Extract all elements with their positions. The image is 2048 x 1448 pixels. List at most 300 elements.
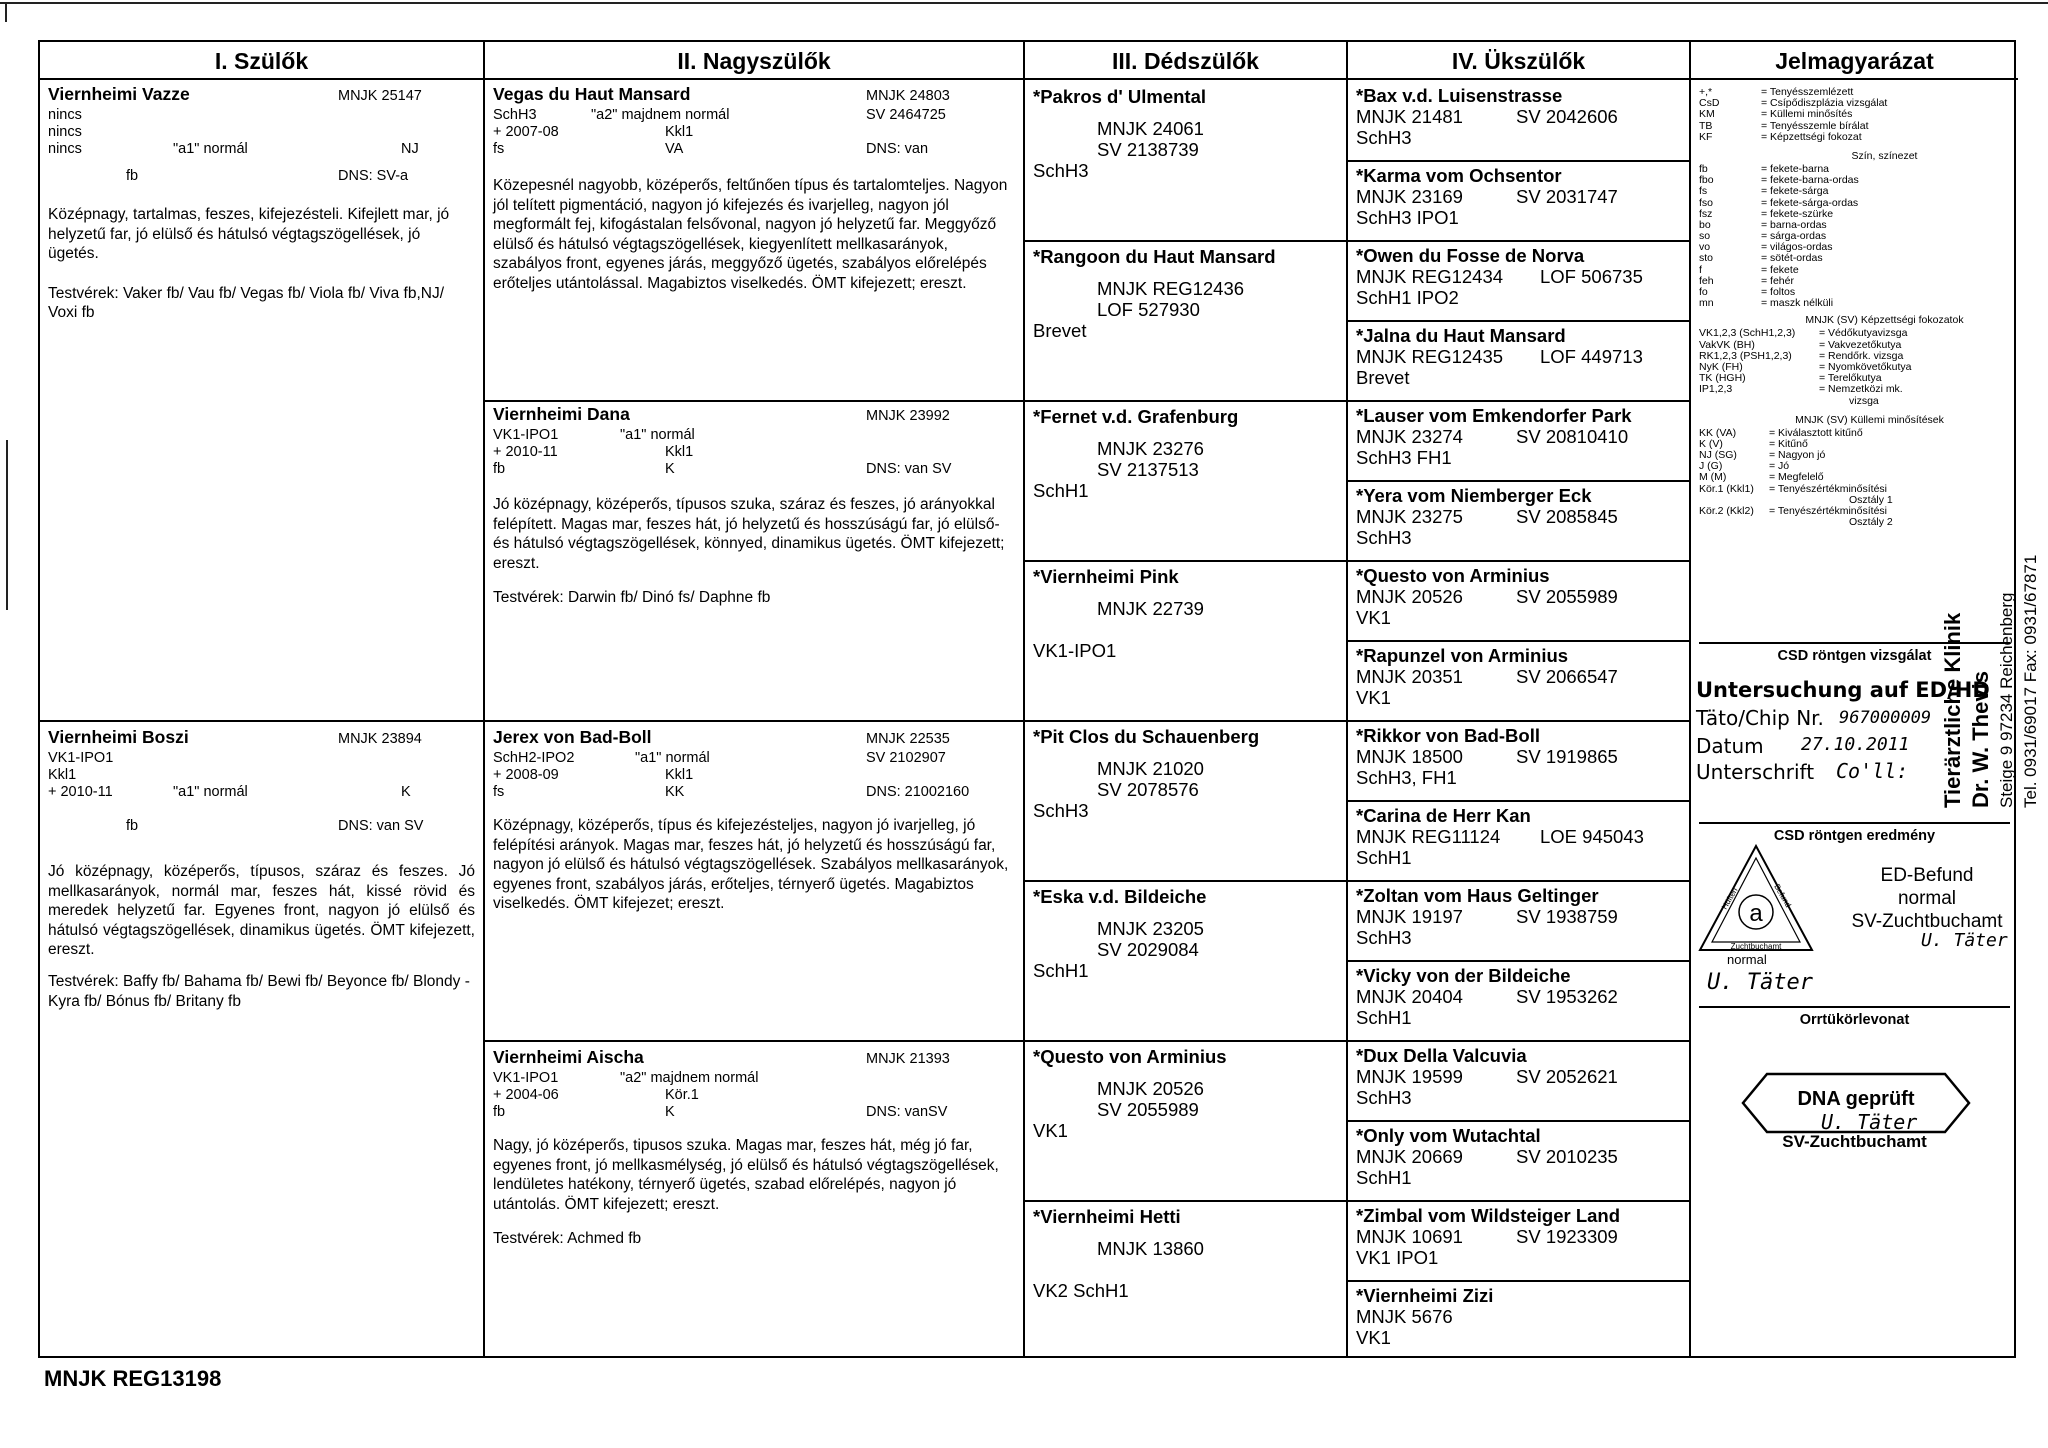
legend-key: fsz bbox=[1699, 207, 1713, 220]
gp-class: Kkl1 bbox=[665, 444, 694, 460]
legend-key: K (V) bbox=[1699, 437, 1723, 450]
gp-dns: DNS: van bbox=[866, 141, 929, 157]
parent-hips: "a1" normál bbox=[173, 784, 248, 800]
gggp-sv: SV 2066547 bbox=[1516, 666, 1618, 687]
legend-heading: MNJK (SV) Képzettségi fokozatok bbox=[1805, 314, 1964, 327]
legend-value: = fehér bbox=[1761, 274, 1794, 287]
ggp-reg: MNJK 23276 bbox=[1097, 438, 1204, 459]
parent-reg: MNJK 23894 bbox=[338, 731, 422, 747]
ed-result bbox=[1841, 864, 2013, 933]
grandparent-cell bbox=[485, 1042, 1023, 1360]
gp-line: + 2010-11 bbox=[493, 444, 558, 460]
gp-class: Kkl1 bbox=[665, 124, 694, 140]
stamp-line: Steige 9 97234 Reichenberg bbox=[1997, 592, 2016, 808]
column-legend bbox=[1691, 42, 2040, 1356]
header-great-grandparents: III. Dédszülők bbox=[1025, 42, 1346, 80]
gggp-reg: MNJK 20404 bbox=[1356, 986, 1463, 1007]
gggp-name: *Viernheimi Zizi bbox=[1356, 1285, 1494, 1306]
great-grandparent-cell bbox=[1025, 82, 1346, 242]
gggp-sv: LOE 945043 bbox=[1540, 826, 1644, 847]
gggp-reg: MNJK 23274 bbox=[1356, 426, 1463, 447]
gggp-title: SchH3 bbox=[1356, 927, 1412, 948]
parent-name: Viernheimi Vazze bbox=[48, 84, 190, 104]
ggp-reg: MNJK 23205 bbox=[1097, 918, 1204, 939]
legend-key: mn bbox=[1699, 297, 1714, 310]
legend-value: = Tenyésszemle bírálat bbox=[1761, 119, 1869, 132]
gggp-sv: SV 2042606 bbox=[1516, 106, 1618, 127]
legend-value: = maszk nélküli bbox=[1761, 297, 1834, 310]
column-great-grandparents bbox=[1025, 42, 1348, 1356]
header-legend: Jelmagyarázat bbox=[1691, 42, 2018, 80]
legend-value: = Jó bbox=[1769, 460, 1790, 473]
tri-right: Befund bbox=[1772, 882, 1793, 909]
grandparent-cell bbox=[485, 402, 1023, 722]
ggp-reg: MNJK 21020 bbox=[1097, 758, 1204, 779]
legend-value: = fekete-sárga bbox=[1761, 185, 1829, 198]
gggp-sv: LOF 449713 bbox=[1540, 346, 1643, 367]
parent-line: Kkl1 bbox=[48, 767, 77, 783]
legend-key: J (G) bbox=[1699, 460, 1723, 473]
great-great-grandparent-cell bbox=[1348, 1042, 1689, 1122]
legend-value: = foltos bbox=[1761, 286, 1796, 298]
legend-value: Osztály 1 bbox=[1849, 493, 1893, 506]
csd-result-title: CSD röntgen eredmény bbox=[1773, 828, 1936, 844]
legend-key: VK1,2,3 (SchH1,2,3) bbox=[1699, 327, 1796, 340]
legend-key: TK (HGH) bbox=[1699, 372, 1746, 385]
great-great-grandparent-cell bbox=[1348, 962, 1689, 1042]
legend-value: = fekete bbox=[1761, 263, 1799, 276]
gggp-name: *Rapunzel von Arminius bbox=[1356, 645, 1569, 666]
gp-hips: "a2" majdnem normál bbox=[620, 1070, 759, 1086]
gggp-reg: MNJK 20526 bbox=[1356, 586, 1463, 607]
gggp-title: SchH1 IPO2 bbox=[1356, 287, 1459, 308]
gggp-sv: SV 1953262 bbox=[1516, 986, 1618, 1007]
exam-heading: Untersuchung auf ED/HD bbox=[1696, 678, 1990, 702]
ggp-name: *Pakros d' Ulmental bbox=[1033, 86, 1207, 107]
gggp-name: *Carina de Herr Kan bbox=[1356, 805, 1531, 826]
legend-key: IP1,2,3 bbox=[1699, 383, 1733, 396]
great-great-grandparent-cell bbox=[1348, 562, 1689, 642]
legend-heading: MNJK (SV) Küllemi minősítések bbox=[1795, 413, 1944, 426]
gp-dns: DNS: van SV bbox=[866, 461, 952, 477]
ggp-title: VK1 bbox=[1033, 1120, 1068, 1141]
divider bbox=[1699, 1006, 2010, 1008]
legend-value: = Kiválasztott kitűnő bbox=[1769, 426, 1863, 439]
exam-signature-label: Unterschrift bbox=[1696, 760, 1815, 784]
parent-color: fb bbox=[126, 168, 139, 184]
great-great-grandparent-cell bbox=[1348, 242, 1689, 322]
legend-value: = Megfelelő bbox=[1769, 471, 1824, 484]
gggp-title: SchH3 FH1 bbox=[1356, 447, 1452, 468]
ggp-name: *Questo von Arminius bbox=[1033, 1046, 1227, 1067]
signature: U. Täter bbox=[1921, 930, 2008, 951]
parent-dns: DNS: SV-a bbox=[338, 168, 409, 184]
gp-class: Kkl1 bbox=[665, 767, 694, 783]
grandparent-cell bbox=[485, 722, 1023, 1042]
legend-key: Kör.2 (Kkl2) bbox=[1699, 505, 1754, 517]
ggp-title: SchH3 bbox=[1033, 160, 1089, 181]
gp-dns: DNS: vanSV bbox=[866, 1104, 948, 1120]
legend-key: KM bbox=[1699, 108, 1715, 121]
gggp-reg: MNJK 20351 bbox=[1356, 666, 1463, 687]
gggp-sv: SV 2031747 bbox=[1516, 186, 1618, 207]
ggp-sv: SV 2137513 bbox=[1097, 459, 1199, 480]
stamp-line: Tel. 0931/69017 Fax: 0931/67871 bbox=[2021, 554, 2040, 808]
gggp-sv: LOF 506735 bbox=[1540, 266, 1643, 287]
legend-value: = Védőkutyavizsga bbox=[1819, 327, 1908, 340]
parent-hips: "a1" normál bbox=[173, 141, 248, 157]
signature: U. Täter bbox=[1821, 1110, 1918, 1134]
legend-key: so bbox=[1699, 230, 1711, 243]
tri-normal: normal bbox=[1727, 952, 1767, 967]
ggp-sv: SV 2055989 bbox=[1097, 1099, 1199, 1120]
gggp-reg: MNJK 18500 bbox=[1356, 746, 1463, 767]
ggp-reg: MNJK 22739 bbox=[1097, 598, 1204, 619]
legend-key: fs bbox=[1699, 185, 1708, 198]
legend-key: +,* bbox=[1699, 86, 1713, 98]
legend-value: = fekete-sárga-ordas bbox=[1761, 196, 1859, 209]
legend-value: = világos-ordas bbox=[1761, 241, 1833, 254]
ggp-name: *Eska v.d. Bildeiche bbox=[1033, 886, 1207, 907]
grandparent-reg: MNJK 24803 bbox=[866, 88, 950, 104]
exam-signature-value: Co'll: bbox=[1836, 759, 1909, 783]
parent-description: Jó középnagy, középerős, típusos, száraz és feszes. Jó mellkasarányok, normál mar, feszes hát, kissé rövid és meredek helyzetű far. Egyenes front, nagyon jó elülső és hátulsó végtagszögellések, dinamikus ügetés. ÖMT kifejezett, ereszt. bbox=[48, 863, 475, 959]
gggp-title: SchH1 bbox=[1356, 1007, 1412, 1028]
legend-value: = Nemzetközi mk. bbox=[1819, 383, 1903, 396]
gggp-name: *Questo von Arminius bbox=[1356, 565, 1550, 586]
parent-dam bbox=[40, 722, 483, 1360]
great-great-grandparent-cell bbox=[1348, 802, 1689, 882]
legend-value: = Rendőrk. vizsga bbox=[1819, 349, 1904, 362]
parent-dns: DNS: van SV bbox=[338, 818, 424, 834]
exam-chip-label: Täto/Chip Nr. bbox=[1696, 706, 1824, 730]
gggp-title: SchH3 bbox=[1356, 1087, 1412, 1108]
ggp-reg: MNJK 13860 bbox=[1097, 1238, 1204, 1259]
legend-key: Kör.1 (Kkl1) bbox=[1699, 482, 1754, 495]
ed-line: SV-Zuchtbuchamt bbox=[1851, 911, 2003, 932]
gp-line: VK1-IPO1 bbox=[493, 427, 559, 443]
gggp-title: SchH3 IPO1 bbox=[1356, 207, 1459, 228]
parent-sire bbox=[40, 82, 483, 722]
legend-key: fbo bbox=[1699, 174, 1714, 187]
ggp-sv: LOF 527930 bbox=[1097, 299, 1200, 320]
great-great-grandparent-cell bbox=[1348, 162, 1689, 242]
parent-siblings: Testvérek: Baffy fb/ Bahama fb/ Bewi fb/ Beyonce fb/ Blondy - Kyra fb/ Bónus fb/ Britany fb bbox=[48, 972, 470, 1010]
dna-sub: SV-Zuchtbuchamt bbox=[1782, 1132, 1927, 1151]
legend-value: = Nagyon jó bbox=[1769, 449, 1826, 462]
parent-siblings: Testvérek: Vaker fb/ Vau fb/ Vegas fb/ Viola fb/ Viva fb,NJ/ Voxi fb bbox=[48, 284, 445, 322]
parent-grade: NJ bbox=[401, 141, 419, 157]
great-grandparent-cell bbox=[1025, 242, 1346, 402]
gp-siblings: Testvérek: Darwin fb/ Dinó fs/ Daphne fb bbox=[493, 589, 771, 607]
legend-key: CsD bbox=[1699, 97, 1720, 110]
gggp-name: *Bax v.d. Luisenstrasse bbox=[1356, 85, 1563, 106]
great-great-grandparent-cell bbox=[1348, 1202, 1689, 1282]
gggp-name: *Lauser vom Emkendorfer Park bbox=[1356, 405, 1632, 426]
parent-line: + 2010-11 bbox=[48, 784, 113, 800]
legend-key: fo bbox=[1699, 286, 1708, 298]
nose-print-title: Orrtükörlevonat bbox=[1799, 1012, 1910, 1028]
gp-siblings: Testvérek: Achmed fb bbox=[493, 1230, 642, 1248]
legend-key: bo bbox=[1699, 218, 1711, 231]
gp-line: + 2007-08 bbox=[493, 124, 559, 140]
gggp-name: *Only vom Wutachtal bbox=[1356, 1125, 1541, 1146]
ggp-name: *Rangoon du Haut Mansard bbox=[1033, 246, 1276, 267]
header-grandparents: II. Nagyszülők bbox=[485, 42, 1023, 80]
gp-class: Kör.1 bbox=[665, 1087, 699, 1103]
gggp-reg: MNJK REG12434 bbox=[1356, 266, 1504, 287]
ed-line: normal bbox=[1897, 888, 1957, 909]
ggp-name: *Fernet v.d. Grafenburg bbox=[1033, 406, 1239, 427]
legend-value: = fekete-barna bbox=[1761, 162, 1830, 175]
ggp-sv: SV 2029084 bbox=[1097, 939, 1199, 960]
gggp-name: *Dux Della Valcuvia bbox=[1356, 1045, 1527, 1066]
legend-key: KK (VA) bbox=[1699, 426, 1737, 439]
great-grandparent-cell bbox=[1025, 1202, 1346, 1360]
gggp-sv: SV 2085845 bbox=[1516, 506, 1618, 527]
legend-key: KF bbox=[1699, 130, 1713, 143]
grandparent-reg: MNJK 21393 bbox=[866, 1051, 950, 1067]
legend-value: = Csípődiszplázia vizsgálat bbox=[1761, 97, 1888, 110]
great-grandparent-cell bbox=[1025, 1042, 1346, 1202]
legend-value: = Nyomkövetőkutya bbox=[1819, 360, 1912, 373]
gggp-sv: SV 20810410 bbox=[1516, 426, 1629, 447]
scan-edge-mark bbox=[6, 440, 8, 610]
ggp-title: Brevet bbox=[1033, 320, 1087, 341]
ggp-reg: MNJK 20526 bbox=[1097, 1078, 1204, 1099]
gggp-title: SchH3 bbox=[1356, 127, 1412, 148]
header-parents: I. Szülők bbox=[40, 42, 483, 80]
gggp-reg: MNJK 23169 bbox=[1356, 186, 1463, 207]
legend-key: TB bbox=[1699, 119, 1713, 132]
ggp-title: VK1-IPO1 bbox=[1033, 640, 1117, 661]
grandparent-reg: MNJK 22535 bbox=[866, 731, 950, 747]
legend-key: fso bbox=[1699, 196, 1714, 209]
tri-left: Hüften bbox=[1719, 886, 1740, 911]
column-great-great-grandparents bbox=[1348, 42, 1691, 1356]
gggp-name: *Zoltan vom Haus Geltinger bbox=[1356, 885, 1599, 906]
gp-description: Középnagy, középerős, típus és kifejezésteljes, nagyon jó ivarjelleg, jó felépítési arányok. Magas mar, feszes hát, jó helyzetű és hosszúságú far, nagyon jó elülső és hátulsó végtagszögellések. Szabályos mellkasarányok, egyenes front, szabályos járás, erőteljes, térnyerő ügetés. Magabiztos viselkedés. ÖMT kifejezet; ereszt. bbox=[493, 817, 1009, 913]
gggp-title: VK1 IPO1 bbox=[1356, 1247, 1439, 1268]
gp-grade: K bbox=[665, 461, 675, 477]
gp-color: fs bbox=[493, 784, 505, 800]
gggp-sv: SV 2010235 bbox=[1516, 1146, 1618, 1167]
great-grandparent-cell bbox=[1025, 722, 1346, 882]
stamp-line: Tierärztliche Klinik bbox=[1940, 612, 1965, 808]
gggp-sv: SV 2052621 bbox=[1516, 1066, 1618, 1087]
gp-line: + 2004-06 bbox=[493, 1087, 559, 1103]
gp-grade: VA bbox=[665, 141, 684, 157]
gp-hips: "a1" normál bbox=[620, 427, 695, 443]
legend-value: = Tenyészértékminősítési bbox=[1769, 482, 1887, 495]
parent-line: VK1-IPO1 bbox=[48, 750, 114, 766]
ggp-title: SchH1 bbox=[1033, 480, 1089, 501]
legend-value: = barna-ordas bbox=[1761, 218, 1827, 231]
legend-value: = sötét-ordas bbox=[1761, 252, 1823, 265]
legend-key: feh bbox=[1699, 274, 1714, 287]
legend-value: = fekete-barna-ordas bbox=[1761, 174, 1859, 187]
great-great-grandparent-cell bbox=[1348, 642, 1689, 722]
legend-value: = Kitűnő bbox=[1769, 437, 1808, 450]
gggp-title: SchH1 bbox=[1356, 1167, 1412, 1188]
legend-key: M (M) bbox=[1699, 471, 1727, 484]
parent-reg: MNJK 25147 bbox=[338, 88, 422, 104]
exam-chip-value: 967000009 bbox=[1839, 708, 1932, 728]
gggp-title: VK1 bbox=[1356, 607, 1391, 628]
legend-value: = Vakvezetőkutya bbox=[1819, 338, 1902, 351]
parent-description: Középnagy, tartalmas, feszes, kifejezésteli. Kifejlett mar, jó helyzetű far, jó elülső és hátulsó végtagszögellések, jó ügetés. bbox=[48, 206, 450, 263]
csd-exam-title: CSD röntgen vizsgálat bbox=[1777, 648, 1932, 664]
great-great-grandparent-cell bbox=[1348, 882, 1689, 962]
gggp-name: *Rikkor von Bad-Boll bbox=[1356, 725, 1540, 746]
pedigree-table bbox=[38, 40, 2040, 1358]
gp-sv: SV 2464725 bbox=[866, 107, 946, 123]
ggp-name: *Pit Clos du Schauenberg bbox=[1033, 726, 1260, 747]
gggp-sv: SV 2055989 bbox=[1516, 586, 1618, 607]
signature: U. Täter bbox=[1707, 970, 1813, 995]
gp-line: + 2008-09 bbox=[493, 767, 559, 783]
ggp-name: *Viernheimi Pink bbox=[1033, 566, 1179, 587]
gggp-reg: MNJK REG11124 bbox=[1356, 826, 1501, 847]
legend-key: NJ (SG) bbox=[1699, 449, 1737, 462]
stamp-triangle-icon bbox=[1696, 842, 1816, 962]
ggp-title: VK2 SchH1 bbox=[1033, 1280, 1129, 1301]
ggp-title: SchH1 bbox=[1033, 960, 1089, 981]
legend-value: Osztály 2 bbox=[1849, 516, 1893, 529]
exam-date-label: Datum bbox=[1696, 734, 1764, 758]
dna-label: DNA geprüft bbox=[1797, 1088, 1915, 1110]
grandparent-name: Vegas du Haut Mansard bbox=[493, 84, 691, 104]
legend-key: fb bbox=[1699, 162, 1708, 175]
gp-color: fb bbox=[493, 461, 506, 477]
ggp-title: SchH3 bbox=[1033, 800, 1089, 821]
legend-value: = fekete-szürke bbox=[1761, 207, 1834, 220]
gggp-reg: MNJK REG12435 bbox=[1356, 346, 1504, 367]
gp-color: fs bbox=[493, 141, 505, 157]
grandparent-cell bbox=[485, 82, 1023, 402]
stamp-line: Dr. W. Thevis bbox=[1968, 671, 1993, 808]
gggp-reg: MNJK 21481 bbox=[1356, 106, 1463, 127]
gggp-name: *Yera vom Niemberger Eck bbox=[1356, 485, 1592, 506]
column-grandparents bbox=[485, 42, 1025, 1356]
gggp-title: VK1 bbox=[1356, 687, 1391, 708]
gggp-name: *Zimbal vom Wildsteiger Land bbox=[1356, 1205, 1621, 1226]
great-great-grandparent-cell bbox=[1348, 1122, 1689, 1202]
gggp-sv: SV 1938759 bbox=[1516, 906, 1618, 927]
gggp-title: SchH1 bbox=[1356, 847, 1412, 868]
legend-value: = Tenyészértékminősítési bbox=[1769, 505, 1887, 517]
great-great-grandparent-cell bbox=[1348, 82, 1689, 162]
scan-top-line bbox=[0, 2, 2048, 4]
ggp-sv: SV 2138739 bbox=[1097, 139, 1199, 160]
tri-bottom: Zuchtbuchamt bbox=[1730, 942, 1782, 951]
legend-value: = Tenyésszemlézett bbox=[1761, 86, 1854, 98]
parent-line: nincs bbox=[48, 141, 82, 157]
great-great-grandparent-cell bbox=[1348, 1282, 1689, 1360]
gggp-sv: SV 1923309 bbox=[1516, 1226, 1618, 1247]
great-grandparent-cell bbox=[1025, 562, 1346, 722]
gggp-title: SchH3 bbox=[1356, 527, 1412, 548]
parent-grade: K bbox=[401, 784, 411, 800]
parent-color: fb bbox=[126, 818, 139, 834]
gp-hips: "a2" majdnem normál bbox=[591, 107, 730, 123]
gp-grade: KK bbox=[665, 784, 685, 800]
ggp-sv bbox=[1033, 619, 1338, 640]
great-great-grandparent-cell bbox=[1348, 722, 1689, 802]
grandparent-name: Jerex von Bad-Boll bbox=[493, 727, 652, 747]
ggp-sv bbox=[1033, 1259, 1338, 1280]
gp-hips: "a1" normál bbox=[635, 750, 710, 766]
legend-key: VakVK (BH) bbox=[1699, 338, 1755, 351]
gggp-reg: MNJK 20669 bbox=[1356, 1146, 1463, 1167]
legend-key: vo bbox=[1699, 241, 1711, 254]
gggp-name: *Owen du Fosse de Norva bbox=[1356, 245, 1585, 266]
gp-line: SchH2-IPO2 bbox=[493, 750, 575, 766]
gp-description: Jó középnagy, középerős, típusos szuka, száraz és feszes, jó arányokkal felépített. Magas mar, feszes hát, jó helyzetű és hosszúságú far, jó elülső- és hátulsó végtagszögellések, könnyed, dinamikus ügetés. ÖMT kifejezett; ereszt. bbox=[493, 496, 1005, 572]
gggp-name: *Jalna du Haut Mansard bbox=[1356, 325, 1566, 346]
gp-grade: K bbox=[665, 1104, 675, 1120]
great-grandparent-cell bbox=[1025, 882, 1346, 1042]
legend-heading: Szín, színezet bbox=[1851, 149, 1918, 162]
parent-line: nincs bbox=[48, 107, 82, 123]
gggp-reg: MNJK 5676 bbox=[1356, 1306, 1453, 1327]
ed-line: ED-Befund bbox=[1880, 865, 1974, 886]
great-great-grandparent-cell bbox=[1348, 482, 1689, 562]
ggp-reg: MNJK REG12436 bbox=[1097, 278, 1245, 299]
great-grandparent-cell bbox=[1025, 402, 1346, 562]
ggp-sv: SV 2078576 bbox=[1097, 779, 1199, 800]
gggp-reg: MNJK 23275 bbox=[1356, 506, 1463, 527]
grandparent-name: Viernheimi Dana bbox=[493, 404, 630, 424]
gggp-title: Brevet bbox=[1356, 367, 1410, 388]
legend-key: f bbox=[1699, 263, 1702, 276]
legend-key: NyK (FH) bbox=[1699, 360, 1743, 373]
header-great-great-grandparents: IV. Ükszülők bbox=[1348, 42, 1689, 80]
gp-description: Nagy, jó középerős, tipusos szuka. Magas mar, feszes hát, még jó far, egyenes front, jó mellkasmélység, jó elülső és hátulsó végtagszögellések, lendületes hatékony, térnyerő ügetés, szabad előrelépés, nagyon jó utántolás. ÖMT kifejezett; ereszt. bbox=[493, 1137, 999, 1213]
gggp-reg: MNJK 19599 bbox=[1356, 1066, 1463, 1087]
column-parents bbox=[40, 42, 485, 1356]
gp-dns: DNS: 21002160 bbox=[866, 784, 970, 800]
grandparent-name: Viernheimi Aischa bbox=[493, 1047, 644, 1067]
parent-line: nincs bbox=[48, 124, 82, 140]
legend-value: = sárga-ordas bbox=[1761, 230, 1827, 243]
ggp-name: *Viernheimi Hetti bbox=[1033, 1206, 1181, 1227]
gggp-name: *Vicky von der Bildeiche bbox=[1356, 965, 1571, 986]
gp-line: VK1-IPO1 bbox=[493, 1070, 559, 1086]
legend-value: vizsga bbox=[1849, 394, 1879, 407]
grandparent-reg: MNJK 23992 bbox=[866, 408, 950, 424]
parent-name: Viernheimi Boszi bbox=[48, 727, 189, 747]
legend-list bbox=[1691, 82, 2018, 531]
gggp-sv: SV 1919865 bbox=[1516, 746, 1618, 767]
gp-description: Közepesnél nagyobb, középerős, feltűnően típus és tartalomteljes. Nagyon jól telített pigmentáció, nagyon jó kifejezés és ivarjelleg, nagyon jól megformált fej, kifogástalan felsővonal, nagyon jó helyzetű far. Meggyőző elülső és hátulsó végtagszögellések, kiegyenlített mellkasarányok, szabályos front, egyenes járás, meggyőző ügetés, szabályos előrelépés erőteljes utántolással. Magabiztos viselkedés. ÖMT kifejezett; ereszt. bbox=[493, 177, 1008, 292]
exam-date-value: 27.10.2011 bbox=[1801, 734, 1910, 755]
registration-number: MNJK REG13198 bbox=[44, 1366, 222, 1391]
legend-value: = Képzettségi fokozat bbox=[1761, 130, 1862, 143]
gggp-title: SchH3, FH1 bbox=[1356, 767, 1457, 788]
gggp-reg: MNJK 19197 bbox=[1356, 906, 1463, 927]
gp-color: fb bbox=[493, 1104, 506, 1120]
legend-value: = Terelőkutya bbox=[1819, 372, 1882, 385]
ggp-reg: MNJK 24061 bbox=[1097, 118, 1204, 139]
legend-key: RK1,2,3 (PSH1,2,3) bbox=[1699, 349, 1792, 362]
gp-sv: SV 2102907 bbox=[866, 750, 946, 766]
divider bbox=[1699, 822, 2010, 824]
scan-corner-tick bbox=[5, 2, 7, 22]
gggp-reg: MNJK 10691 bbox=[1356, 1226, 1463, 1247]
legend-key: sto bbox=[1699, 252, 1714, 265]
gggp-title: VK1 bbox=[1356, 1327, 1391, 1348]
